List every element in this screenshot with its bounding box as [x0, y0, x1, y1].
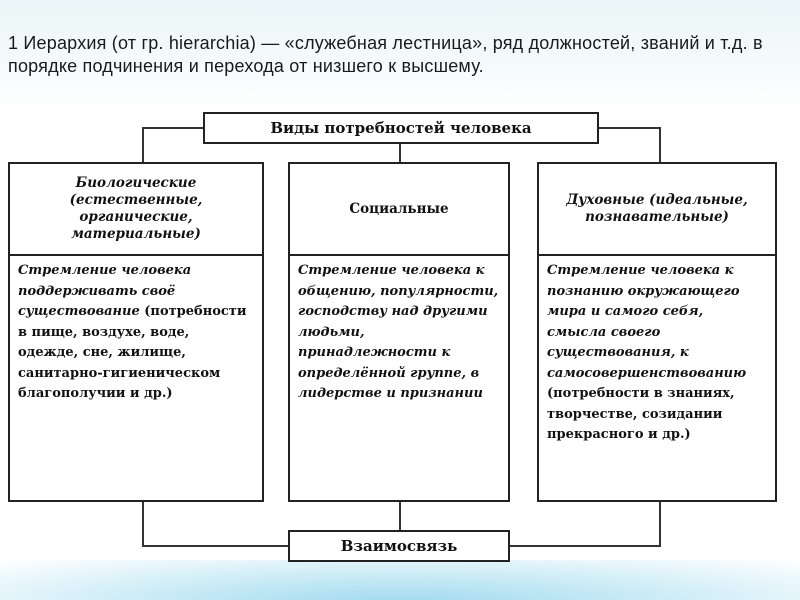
slide-heading: 1 Иерархия (от гр. hierarchia) — «служебная лестница», ряд должностей, званий и т.д. в порядке подчинения и перехода от низшего к высшему.	[8, 33, 763, 76]
column-body-regular: (потребности в знаниях, творчестве, созидании прекрасного и др.)	[547, 386, 735, 442]
column-body-social	[290, 256, 508, 410]
column-biological	[8, 162, 264, 502]
relationship-box: Взаимосвязь	[288, 530, 510, 562]
column-header-spiritual: Духовные (идеальные, познавательные)	[539, 164, 775, 256]
column-header-social: Социальные	[290, 164, 508, 256]
diagram-title-box: Виды потребностей человека	[203, 112, 599, 144]
needs-diagram	[0, 110, 800, 560]
column-body-regular: (потребности в пище, воздухе, воде, одежде, сне, жилище, санитарно-гигиеническом благополучии и др.)	[18, 304, 247, 401]
column-body-italic: Стремление человека к общению, популярности, господству над другими людьми, принадлежности к определённой группе, в лидерстве и признании	[298, 263, 499, 401]
column-spiritual	[537, 162, 777, 502]
slide-footer-decoration	[0, 560, 800, 600]
column-body-spiritual	[539, 256, 775, 451]
column-body-biological	[10, 256, 262, 410]
column-body-italic: Стремление человека поддерживать своё существование	[18, 263, 192, 319]
column-body-italic: Стремление человека к познанию окружающего мира и самого себя, смысла своего существования, к самосовершенствованию	[547, 263, 747, 381]
column-header-biological: Биологические (естественные, органические, материальные)	[10, 164, 262, 256]
column-social	[288, 162, 510, 502]
